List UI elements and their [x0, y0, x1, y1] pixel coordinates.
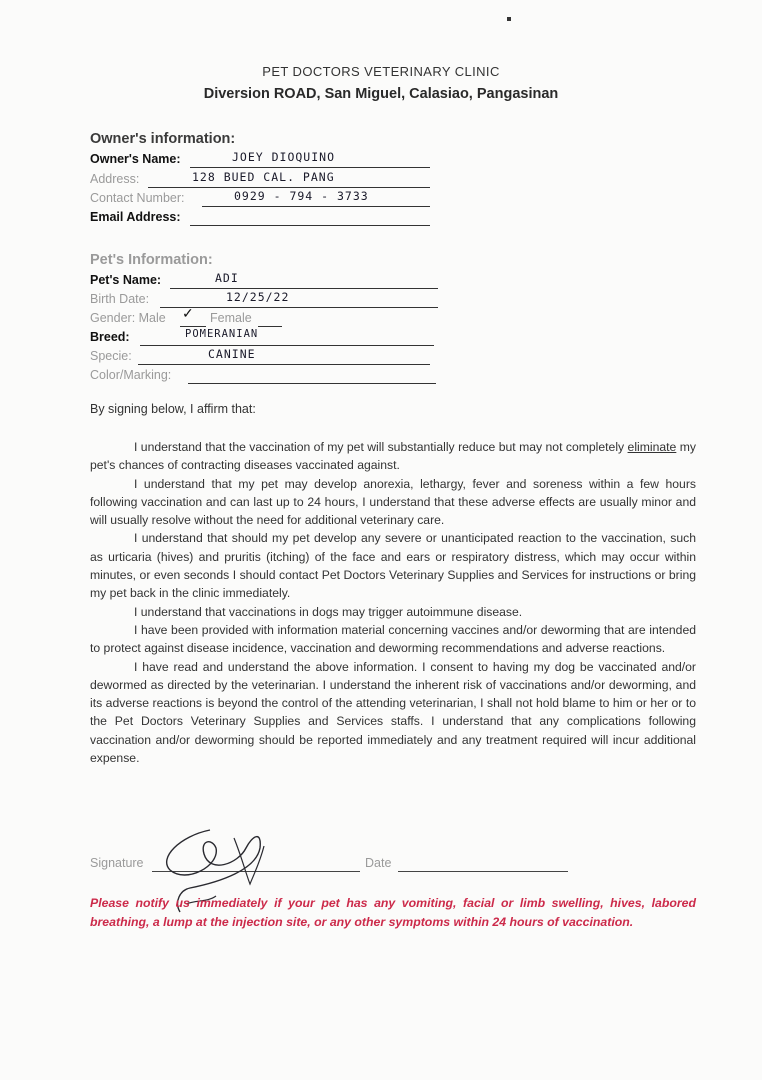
pet-color-line	[188, 383, 436, 384]
pet-specie-label: Specie:	[90, 349, 132, 363]
pet-birthdate-field[interactable]	[90, 292, 438, 311]
owner-email-line	[190, 225, 430, 226]
pet-color-label: Color/Marking:	[90, 368, 172, 382]
statement-severe-reaction: I understand that should my pet develop any severe or unanticipated reaction to the vaccination, such as urticaria (hives) and pruritis (itching) of the face and ears or respiratory distress, which may occur within minutes, or even seconds I should contact Pet Doctors Veterinary Supplies and Services for instructions or bring my pet back in the clinic immediately.	[90, 531, 696, 601]
owner-email-field[interactable]	[90, 210, 430, 229]
date-line[interactable]	[398, 871, 568, 872]
owner-name-field[interactable]	[90, 152, 430, 171]
signature-label: Signature	[90, 856, 144, 870]
pet-name-line	[170, 288, 438, 289]
pet-color-field[interactable]	[90, 368, 436, 387]
owner-address-label: Address:	[90, 172, 140, 186]
owner-contact-field[interactable]	[90, 191, 430, 210]
owner-address-line	[148, 187, 430, 188]
owner-section-title: Owner's information:	[90, 131, 236, 147]
pet-breed-label: Breed:	[90, 330, 130, 344]
owner-name-value: JOEY DIOQUINO	[232, 150, 336, 164]
consent-statements	[90, 438, 696, 767]
owner-contact-line	[202, 206, 430, 207]
pet-specie-line	[138, 364, 430, 365]
statement-information-provided: I have been provided with information material concerning vaccines and/or deworming that are intended to protect against disease incidence, vaccination and deworming recommendations and adverse reactions.	[90, 622, 696, 656]
statement-autoimmune: I understand that vaccinations in dogs may trigger autoimmune disease.	[134, 604, 523, 619]
pet-breed-value: POMERANIAN	[185, 328, 259, 340]
pet-section-title: Pet's Information:	[90, 252, 213, 268]
statement-vaccination-effect	[90, 438, 696, 475]
clinic-name: PET DOCTORS VETERINARY CLINIC	[262, 64, 500, 79]
owner-email-label: Email Address:	[90, 210, 181, 224]
pet-name-value: ADI	[215, 271, 239, 285]
statement-adverse-effects: I understand that my pet may develop anorexia, lethargy, fever and soreness within a few hours following vaccination and can last up to 24 hours, I understand that these adverse effects are usually minor and will usually resolve without the need for additional veterinary care.	[90, 476, 696, 528]
owner-address-value: 128 BUED CAL. PANG	[192, 170, 335, 184]
pet-gender-male-label: Gender: Male	[90, 311, 166, 325]
pet-specie-field[interactable]	[90, 349, 430, 368]
owner-name-line	[190, 167, 430, 168]
pet-gender-female-line	[258, 326, 282, 327]
gender-male-checkmark: ✓	[182, 305, 194, 321]
post-vaccination-notice: Please notify us immediately if your pet has any vomiting, facial or limb swelling, hives, labored breathing, a lump at the injection site, or any other symptoms within 24 hours of vaccination.	[90, 896, 696, 929]
pet-name-label: Pet's Name:	[90, 273, 162, 287]
clinic-address: Diversion ROAD, San Miguel, Calasiao, Pangasinan	[203, 86, 559, 102]
statement-1-text-a: I understand that the vaccination of my pet will substantially reduce but may not completely	[134, 440, 628, 454]
statement-consent: I have read and understand the above information. I consent to having my dog be vaccinated and/or dewormed as directed by the veterinarian. I understand the inherent risk of vaccinations and/or deworming, and its adverse reactions is beyond the control of the attending veterinarian, I shall not hold blame to him or her or to the Pet Doctors Veterinary Supplies and Services staffs. I understand that any complications following vaccination and/or deworming should be reported immediately and any treatment required will incur additional expense.	[90, 659, 696, 766]
pet-gender-female-label: Female	[210, 311, 252, 325]
pet-birthdate-label: Birth Date:	[90, 292, 150, 306]
pet-breed-line	[140, 345, 434, 346]
pet-breed-field[interactable]	[90, 330, 434, 349]
statement-1-text-b: my pet's chances of contracting diseases vaccinated against.	[90, 440, 696, 473]
owner-name-label: Owner's Name:	[90, 152, 181, 166]
affirm-heading: By signing below, I affirm that:	[90, 402, 256, 416]
date-label: Date	[365, 856, 392, 870]
pet-gender-male-line	[180, 326, 206, 327]
statement-1-underlined: eliminate	[627, 440, 677, 454]
pet-birthdate-line	[160, 307, 438, 308]
pet-birthdate-value: 12/25/22	[226, 290, 290, 304]
speck-mark	[507, 17, 511, 21]
owner-contact-value: 0929 - 794 - 3733	[234, 189, 369, 203]
pet-specie-value: CANINE	[208, 347, 256, 361]
owner-contact-label: Contact Number:	[90, 191, 185, 205]
